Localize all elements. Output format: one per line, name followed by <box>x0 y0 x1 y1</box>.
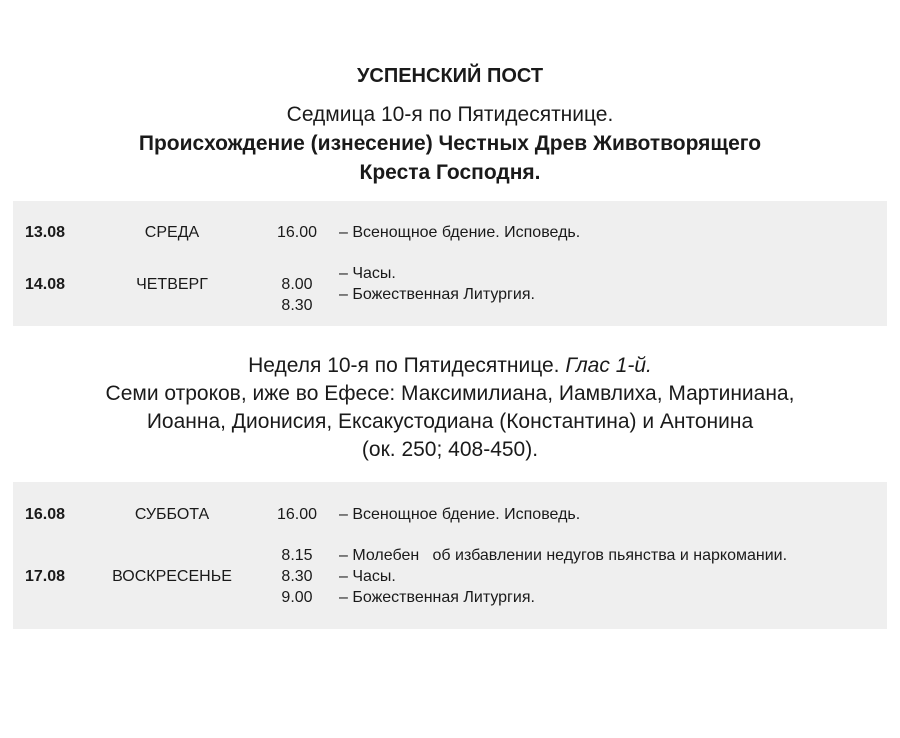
service-time: 9.00 <box>281 589 313 606</box>
saints-line-1: Семи отроков, иже во Ефесе: Максимилиана, Иамвлиха, Мартиниана, <box>105 382 795 405</box>
date-cell: 13.08 <box>25 224 66 241</box>
schedule-table-1 <box>13 201 887 326</box>
saints-line-3: (ок. 250; 408-450). <box>361 438 539 461</box>
feast-title-line-2: Креста Господня. <box>359 161 541 184</box>
service-time: 8.30 <box>281 297 313 314</box>
services-cell <box>339 504 580 525</box>
services-cell <box>339 545 787 608</box>
service-time: 8.15 <box>281 547 313 564</box>
service-name: – Божественная Литургия. <box>339 286 535 303</box>
service-name: – Божественная Литургия. <box>339 589 535 606</box>
service-name: – Часы. <box>339 568 396 585</box>
weekday-cell: ЧЕТВЕРГ <box>136 276 208 293</box>
week-heading-2 <box>0 352 900 464</box>
times-cell <box>267 504 327 525</box>
week-2-title-line <box>0 352 900 380</box>
services-cell <box>339 263 535 305</box>
service-time: 16.00 <box>276 224 318 241</box>
times-cell <box>267 222 327 243</box>
schedule-table-2 <box>13 482 887 629</box>
service-time: 8.00 <box>281 276 313 293</box>
service-name: – Всенощное бдение. Исповедь. <box>339 506 581 523</box>
week-heading-1 <box>0 100 900 187</box>
tone-label: Глас 1-й. <box>565 354 652 377</box>
week-1-title: Седмица 10-я по Пятидесятнице. <box>286 103 614 126</box>
date-cell: 17.08 <box>25 568 66 585</box>
feast-title-line-1: Происхождение (изнесение) Честных Древ Животворящего <box>138 132 762 155</box>
service-time: 8.30 <box>281 568 313 585</box>
service-time: 16.00 <box>276 506 318 523</box>
service-name: – Всенощное бдение. Исповедь. <box>339 224 581 241</box>
date-cell: 14.08 <box>25 276 66 293</box>
date-cell: 16.08 <box>25 506 66 523</box>
week-2-title: Неделя 10-я по Пятидесятнице. <box>248 354 560 377</box>
saints-line-2: Иоанна, Дионисия, Ексакустодиана (Константина) и Антонина <box>146 410 754 433</box>
times-cell <box>267 545 327 608</box>
services-cell <box>339 222 580 243</box>
times-cell <box>267 274 327 316</box>
service-name: – Молебен об избавлении недугов пьянства и наркомании. <box>339 547 788 564</box>
weekday-cell: СРЕДА <box>144 224 200 241</box>
weekday-cell: ВОСКРЕСЕНЬЕ <box>112 568 232 585</box>
page-title: УСПЕНСКИЙ ПОСТ <box>356 65 544 87</box>
service-name: – Часы. <box>339 265 396 282</box>
weekday-cell: СУББОТА <box>134 506 210 523</box>
